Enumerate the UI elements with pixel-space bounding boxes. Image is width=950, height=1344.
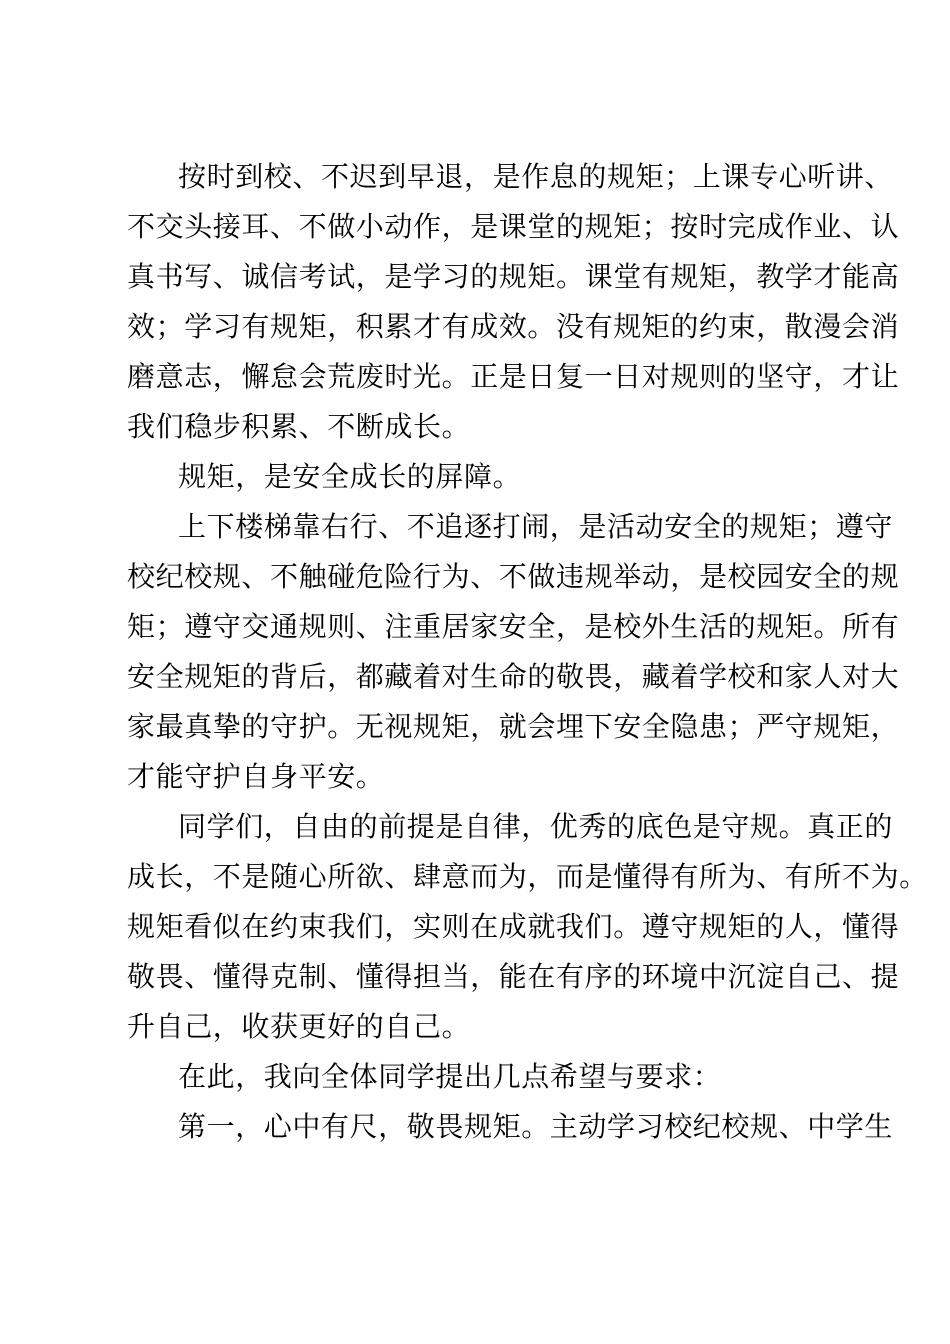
- paragraph-line: 按时到校、不迟到早退，是作息的规矩；上课专心听讲、: [178, 160, 894, 193]
- paragraph-line: 同学们，自由的前提是自律，优秀的底色是守规。真正的: [178, 810, 894, 843]
- paragraph-line: 成长，不是随心所欲、肆意而为，而是懂得有所为、有所不为。: [127, 860, 928, 893]
- paragraph-line: 第一，心中有尺，敬畏规矩。主动学习校纪校规、中学生: [178, 1110, 894, 1143]
- paragraph-line: 校纪校规、不触碰危险行为、不做违规举动，是校园安全的规: [127, 560, 900, 593]
- paragraph-line: 规矩看似在约束我们，实则在成就我们。遵守规矩的人，懂得: [127, 910, 900, 943]
- paragraph-line: 我们稳步积累、不断成长。: [127, 410, 471, 443]
- paragraph-line: 上下楼梯靠右行、不追逐打闹，是活动安全的规矩；遵守: [178, 510, 894, 543]
- paragraph-line: 敬畏、懂得克制、懂得担当，能在有序的环境中沉淀自己、提: [127, 960, 900, 993]
- paragraph-line: 真书写、诚信考试，是学习的规矩。课堂有规矩，教学才能高: [127, 260, 900, 293]
- paragraph-line: 才能守护自身平安。: [127, 760, 385, 793]
- paragraph-line: 矩；遵守交通规则、注重居家安全，是校外生活的规矩。所有: [127, 610, 900, 643]
- paragraph-line: 家最真挚的守护。无视规矩，就会埋下安全隐患；严守规矩，: [127, 710, 900, 743]
- paragraph-line: 磨意志，懈怠会荒废时光。正是日复一日对规则的坚守，才让: [127, 360, 900, 393]
- paragraph-line: 效；学习有规矩，积累才有成效。没有规矩的约束，散漫会消: [127, 310, 900, 343]
- section-heading-line: 规矩，是安全成长的屏障。: [178, 460, 522, 493]
- paragraph-line: 不交头接耳、不做小动作，是课堂的规矩；按时完成作业、认: [127, 210, 900, 243]
- paragraph-line: 安全规矩的背后，都藏着对生命的敬畏，藏着学校和家人对大: [127, 660, 900, 693]
- paragraph-line: 在此，我向全体同学提出几点希望与要求：: [178, 1060, 722, 1093]
- paragraph-line: 升自己，收获更好的自己。: [127, 1010, 471, 1043]
